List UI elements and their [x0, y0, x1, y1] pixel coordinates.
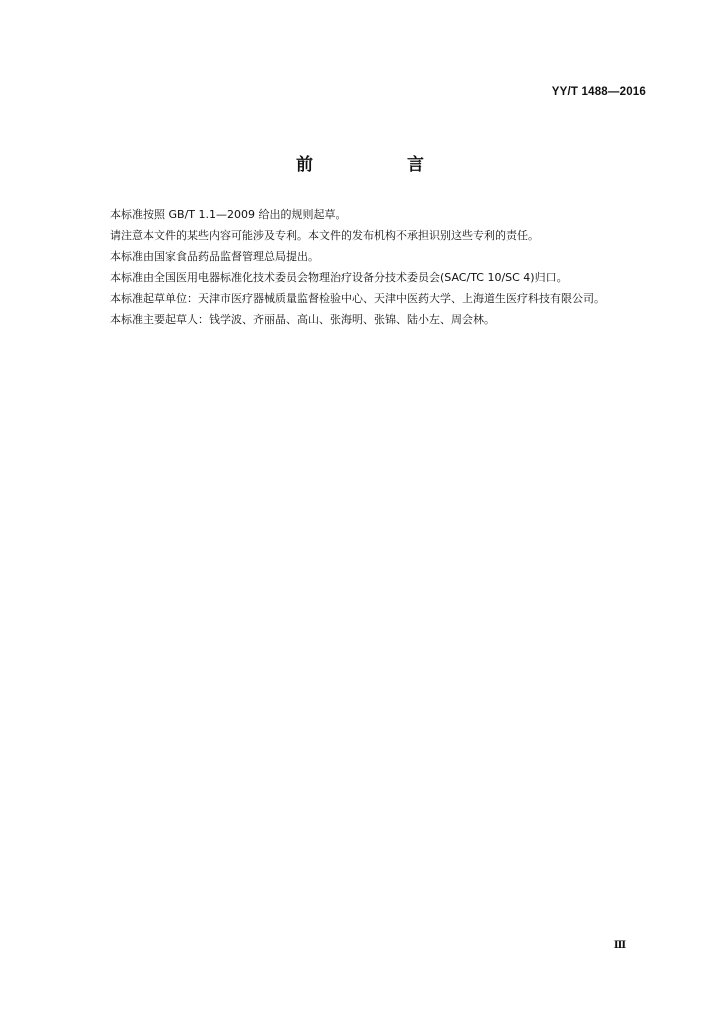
page-number: Ⅲ — [613, 940, 626, 951]
paragraph-drafting-rules: 本标准按照 GB/T 1.1—2009 给出的规则起草。 — [110, 208, 347, 221]
paragraph-patent-notice: 请注意本文件的某些内容可能涉及专利。本文件的发布机构不承担识别这些专利的责任。 — [110, 229, 539, 242]
paragraph-administrator: 本标准由全国医用电器标准化技术委员会物理治疗设备分技术委员会(SAC/TC 10/SC 4)归口。 — [110, 271, 568, 284]
paragraph-main-drafters: 本标准主要起草人：钱学波、齐丽晶、高山、张海明、张锦、陆小左、周会林。 — [110, 313, 495, 326]
foreword-body — [86, 204, 642, 330]
standard-code: YY/T 1488—2016 — [551, 86, 646, 98]
page-title: 前 言 — [296, 155, 468, 175]
paragraph-drafting-organizations: 本标准起草单位：天津市医疗器械质量监督检验中心、天津中医药大学、上海道生医疗科技有限公司。 — [110, 292, 605, 305]
paragraph-proposer: 本标准由国家食品药品监督管理总局提出。 — [110, 250, 319, 263]
